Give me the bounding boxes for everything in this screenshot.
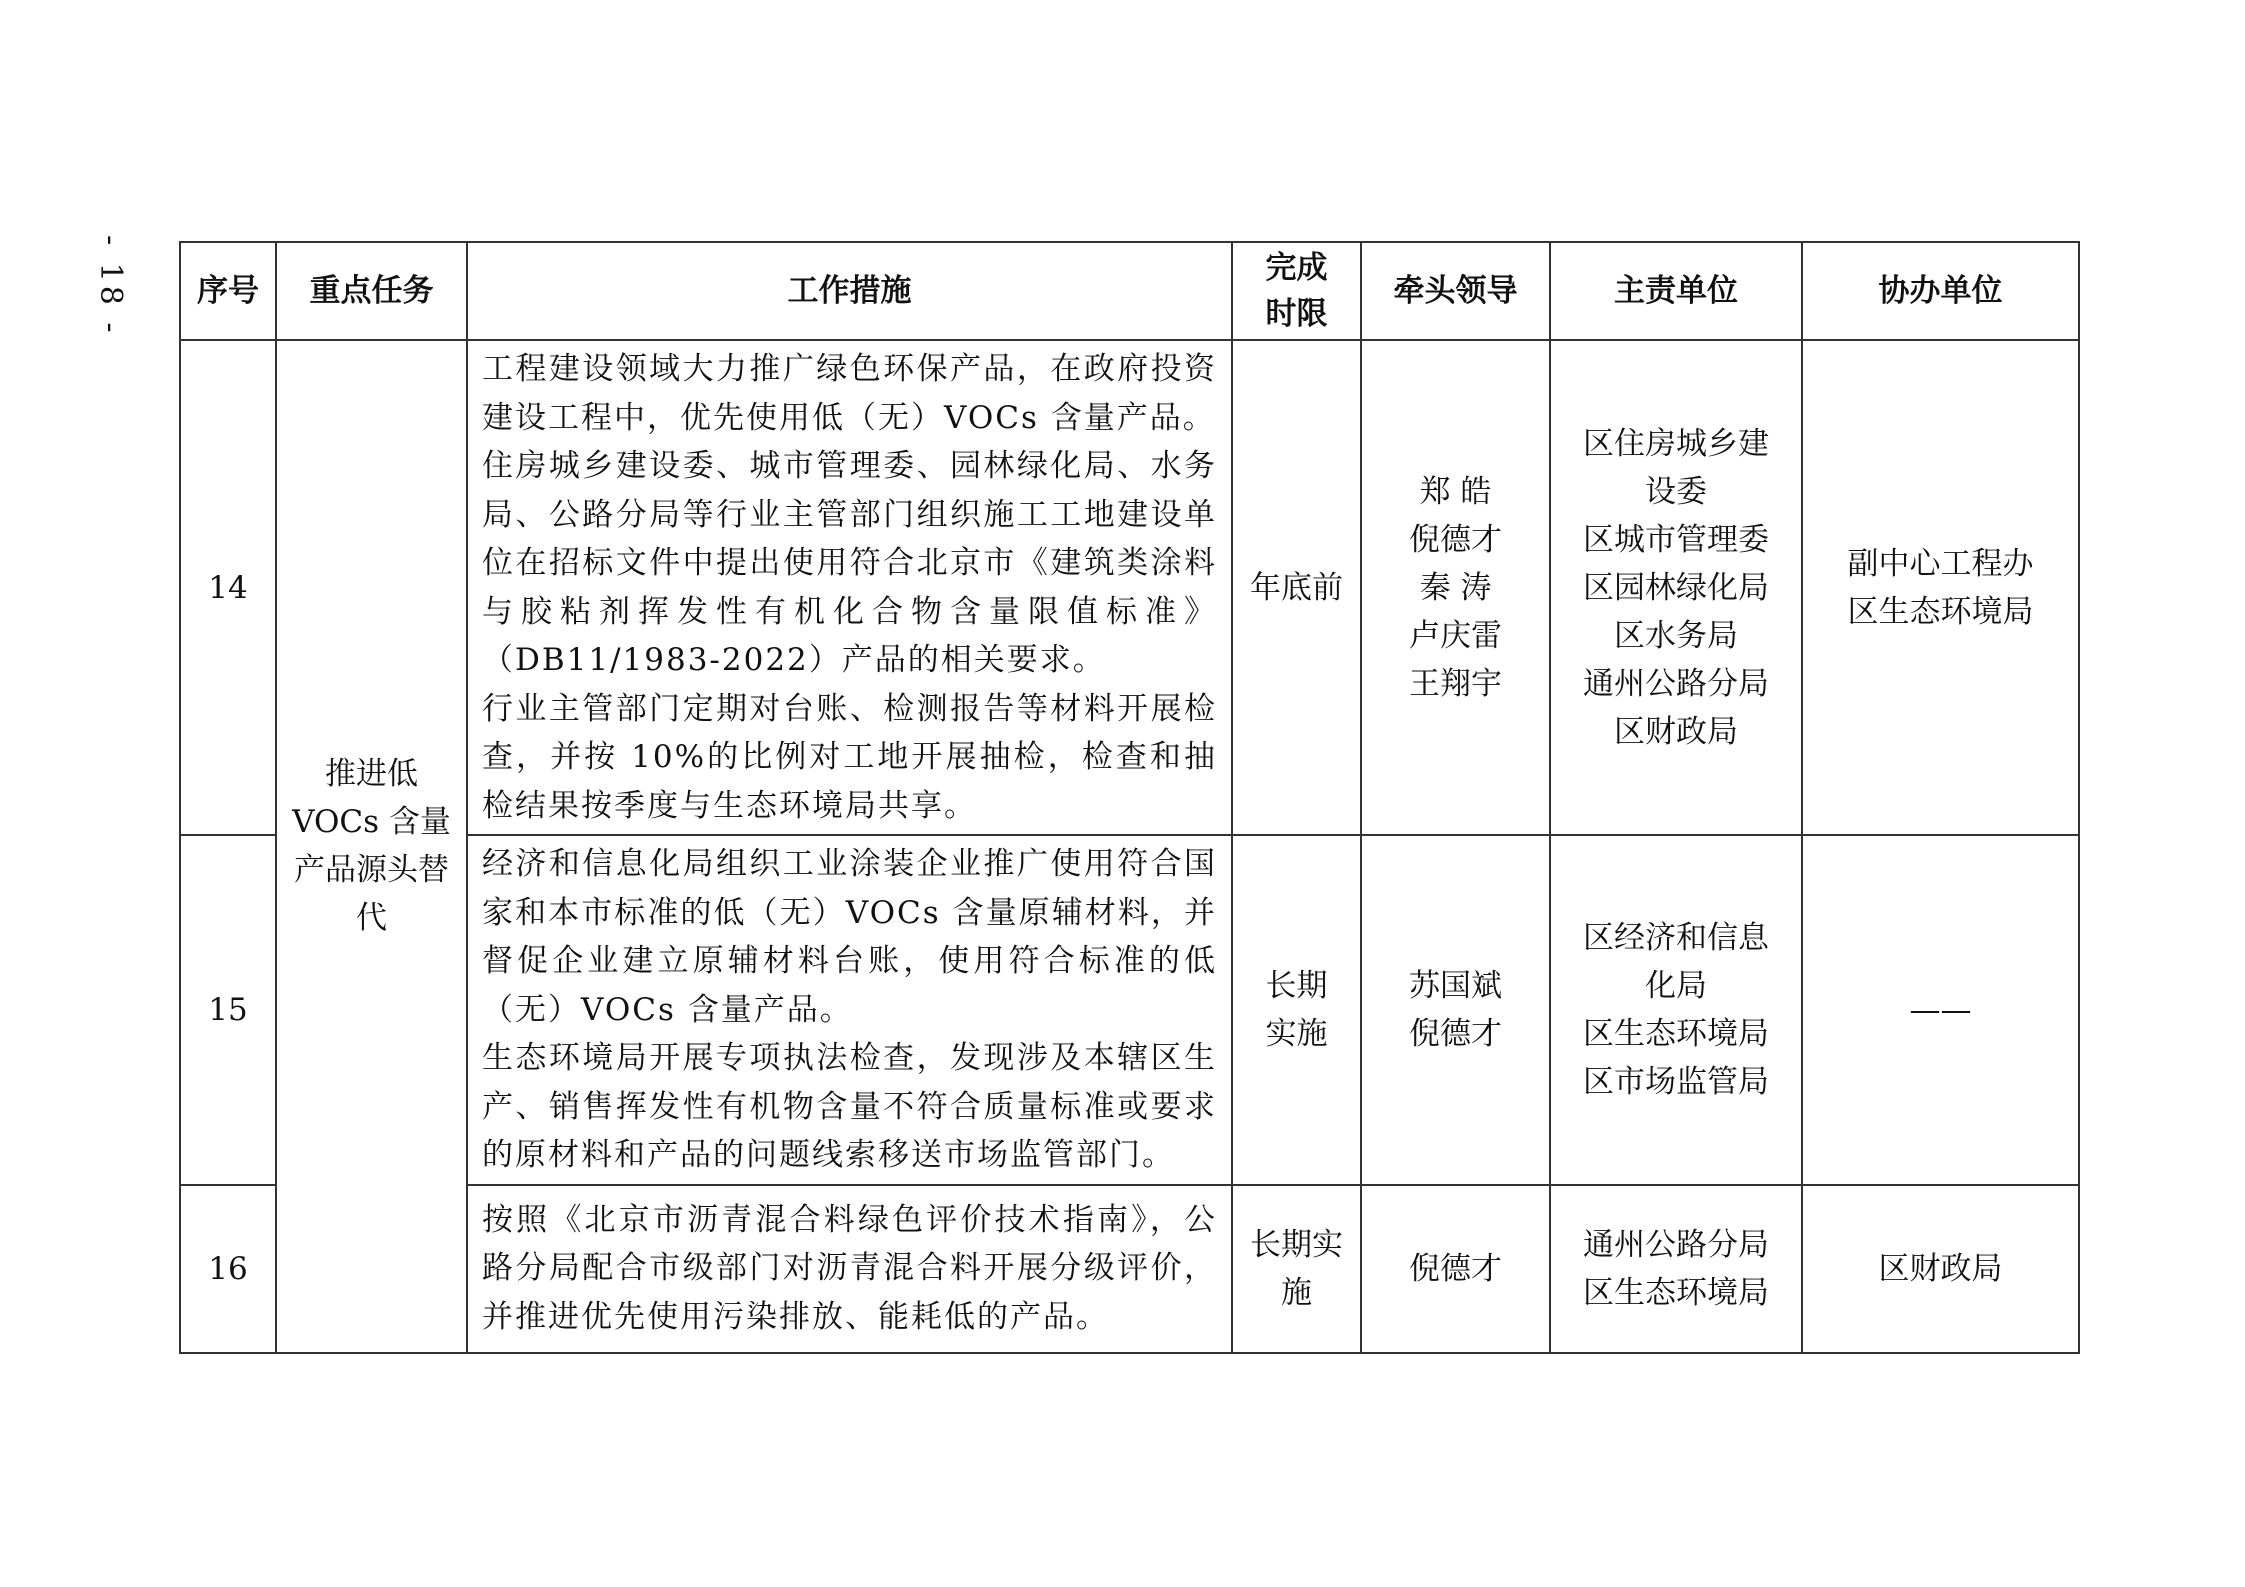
row-index: 16 xyxy=(180,1185,276,1353)
lead-unit-line: 区生态环境局 xyxy=(1583,1015,1769,1052)
assist-unit-line: 区财政局 xyxy=(1878,1250,2003,1287)
measures-cell xyxy=(467,340,1232,835)
header-deadline-line2: 时限 xyxy=(1265,296,1328,332)
deadline-line: 长期 xyxy=(1265,967,1328,1004)
task-group-cell xyxy=(276,340,467,1353)
deadline-cell xyxy=(1232,340,1361,835)
measures-cell xyxy=(467,1185,1232,1353)
lead-unit-cell xyxy=(1550,340,1802,835)
assist-unit-cell xyxy=(1802,340,2079,835)
measure-paragraph: 住房城乡建设委、城市管理委、园林绿化局、水务局、公路分局等行业主管部门组织施工工地建设单位在招标文件中提出使用符合北京市《建筑类涂料与胶粘剂挥发性有机化合物含量限值标准》（DB11/1983-2022）产品的相关要求。 xyxy=(482,448,1217,678)
header-leader: 牵头领导 xyxy=(1361,242,1550,340)
measure-paragraph: 按照《北京市沥青混合料绿色评价技术指南》，公路分局配合市级部门对沥青混合料开展分级评价，并推进优先使用污染排放、能耗低的产品。 xyxy=(482,1201,1217,1335)
leader-name: 倪德才 xyxy=(1409,1250,1502,1287)
header-deadline-line1: 完成 xyxy=(1265,250,1328,286)
lead-unit-line: 通州公路分局 xyxy=(1583,665,1769,702)
table-row xyxy=(180,340,2079,835)
measure-paragraph: 行业主管部门定期对台账、检测报告等材料开展检查，并按 10%的比例对工地开展抽检，检查和抽检结果按季度与生态环境局共享。 xyxy=(482,690,1217,824)
measures-cell xyxy=(467,835,1232,1185)
lead-unit-line: 区经济和信息 xyxy=(1583,919,1769,956)
leader-name: 秦 涛 xyxy=(1419,569,1492,606)
row-index: 14 xyxy=(180,340,276,835)
leader-cell xyxy=(1361,835,1550,1185)
lead-unit-line: 区水务局 xyxy=(1614,617,1738,654)
assist-unit-cell xyxy=(1802,1185,2079,1353)
header-measures: 工作措施 xyxy=(467,242,1232,340)
leader-name: 卢庆雷 xyxy=(1409,617,1502,654)
page-number: - 18 - xyxy=(93,235,128,337)
lead-unit-line: 区市场监管局 xyxy=(1583,1063,1769,1100)
lead-unit-line: 化局 xyxy=(1645,967,1707,1004)
lead-unit-cell xyxy=(1550,1185,1802,1353)
leader-cell xyxy=(1361,1185,1550,1353)
lead-unit-line: 设委 xyxy=(1645,473,1707,510)
deadline-line: 施 xyxy=(1281,1274,1312,1311)
task-line: 产品源头替 xyxy=(294,852,449,889)
deadline-line: 年底前 xyxy=(1250,569,1343,606)
measure-paragraph: 工程建设领域大力推广绿色环保产品，在政府投资建设工程中，优先使用低（无）VOCs 含量产品。 xyxy=(482,351,1217,436)
leader-name: 倪德才 xyxy=(1409,521,1502,558)
row-index: 15 xyxy=(180,835,276,1185)
leader-name: 王翔宇 xyxy=(1409,665,1502,702)
table-header-row xyxy=(180,242,2079,340)
lead-unit-line: 区城市管理委 xyxy=(1583,521,1769,558)
key-tasks-table xyxy=(179,241,2080,1354)
leader-cell xyxy=(1361,340,1550,835)
lead-unit-line: 通州公路分局 xyxy=(1583,1226,1769,1263)
assist-unit-line: 区生态环境局 xyxy=(1847,593,2034,630)
measure-paragraph: 经济和信息化局组织工业涂装企业推广使用符合国家和本市标准的低（无）VOCs 含量原辅材料，并督促企业建立原辅材料台账，使用符合标准的低（无）VOCs 含量产品。 xyxy=(482,846,1217,1028)
lead-unit-line: 区财政局 xyxy=(1614,713,1738,750)
deadline-cell xyxy=(1232,1185,1361,1353)
header-assist-unit: 协办单位 xyxy=(1802,242,2079,340)
lead-unit-line: 区住房城乡建 xyxy=(1583,425,1769,462)
header-lead-unit: 主责单位 xyxy=(1550,242,1802,340)
assist-unit-cell xyxy=(1802,835,2079,1185)
header-deadline xyxy=(1232,242,1361,340)
deadline-line: 实施 xyxy=(1265,1015,1328,1052)
leader-name: 苏国斌 xyxy=(1409,967,1502,1004)
header-index: 序号 xyxy=(180,242,276,340)
assist-unit-line: —— xyxy=(1909,991,1972,1028)
task-line: 代 xyxy=(356,900,387,937)
lead-unit-cell xyxy=(1550,835,1802,1185)
deadline-cell xyxy=(1232,835,1361,1185)
deadline-line: 长期实 xyxy=(1250,1226,1343,1263)
measure-paragraph: 生态环境局开展专项执法检查，发现涉及本辖区生产、销售挥发性有机物含量不符合质量标准或要求的原材料和产品的问题线索移送市场监管部门。 xyxy=(482,1040,1217,1173)
lead-unit-line: 区园林绿化局 xyxy=(1583,569,1769,606)
task-line: 推进低 xyxy=(325,756,418,793)
task-line: VOCs 含量 xyxy=(292,804,451,841)
assist-unit-line: 副中心工程办 xyxy=(1847,545,2034,582)
header-task: 重点任务 xyxy=(276,242,467,340)
leader-name: 倪德才 xyxy=(1409,1015,1502,1052)
lead-unit-line: 区生态环境局 xyxy=(1583,1274,1769,1311)
leader-name: 郑 皓 xyxy=(1419,473,1492,510)
